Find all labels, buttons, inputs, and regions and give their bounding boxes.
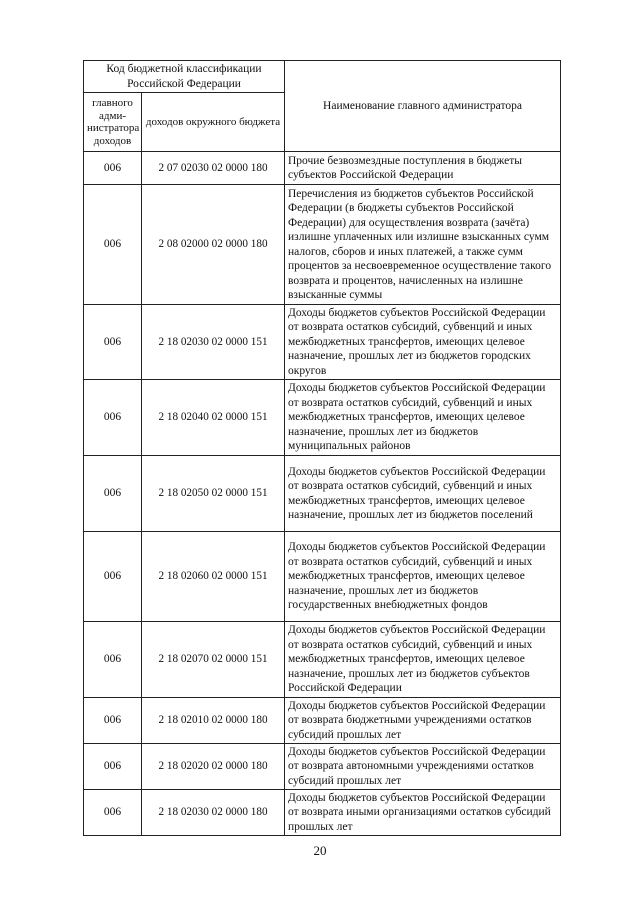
table-row xyxy=(84,305,561,380)
admin-code-cell: 006 xyxy=(84,380,142,456)
admin-name-cell: Доходы бюджетов субъектов Российской Федерации от возврата остатков субсидий, субвенций и иных межбюджетных трансфертов, имеющих целевое назначение, прошлых лет из бюджетов поселений xyxy=(285,456,561,532)
table-row xyxy=(84,698,561,744)
admin-name-cell: Доходы бюджетов субъектов Российской Федерации от возврата автономными учреждениями остатков субсидий прошлых лет xyxy=(285,744,561,790)
admin-name-cell: Доходы бюджетов субъектов Российской Федерации от возврата бюджетными учреждениями остатков субсидий прошлых лет xyxy=(285,698,561,744)
admin-name-cell: Доходы бюджетов субъектов Российской Федерации от возврата остатков субсидий, субвенций и иных межбюджетных трансфертов, имеющих целевое назначение, прошлых лет из бюджетов государственных внебюджетных фондов xyxy=(285,532,561,622)
revenue-code-cell: 2 18 02040 02 0000 151 xyxy=(142,380,285,456)
admin-code-cell: 006 xyxy=(84,698,142,744)
admin-code-cell: 006 xyxy=(84,790,142,836)
table-row xyxy=(84,380,561,456)
table-row xyxy=(84,185,561,305)
admin-code-cell: 006 xyxy=(84,185,142,305)
header-admin-name: Наименование главного администратора xyxy=(285,61,561,152)
header-revenue-code: доходов окружного бюджета xyxy=(142,93,285,152)
revenue-code-cell: 2 18 02010 02 0000 180 xyxy=(142,698,285,744)
header-admin-code: главного адми-нистратора доходов xyxy=(84,93,142,152)
budget-classification-table xyxy=(83,60,561,836)
admin-name-cell: Доходы бюджетов субъектов Российской Федерации от возврата остатков субсидий, субвенций и иных межбюджетных трансфертов, имеющих целевое назначение, прошлых лет из бюджетов городских округов xyxy=(285,305,561,380)
table-row xyxy=(84,152,561,185)
admin-code-cell: 006 xyxy=(84,305,142,380)
revenue-code-cell: 2 07 02030 02 0000 180 xyxy=(142,152,285,185)
admin-code-cell: 006 xyxy=(84,456,142,532)
admin-name-cell: Доходы бюджетов субъектов Российской Федерации от возврата остатков субсидий, субвенций и иных межбюджетных трансфертов, имеющих целевое назначение, прошлых лет из бюджетов муниципальных районов xyxy=(285,380,561,456)
revenue-code-cell: 2 08 02000 02 0000 180 xyxy=(142,185,285,305)
header-budget-code: Код бюджетной классификации Российской Федерации xyxy=(84,61,285,93)
admin-code-cell: 006 xyxy=(84,744,142,790)
admin-code-cell: 006 xyxy=(84,532,142,622)
admin-name-cell: Доходы бюджетов субъектов Российской Федерации от возврата иными организациями остатков субсидий прошлых лет xyxy=(285,790,561,836)
revenue-code-cell: 2 18 02030 02 0000 151 xyxy=(142,305,285,380)
admin-name-cell: Доходы бюджетов субъектов Российской Федерации от возврата остатков субсидий, субвенций и иных межбюджетных трансфертов, имеющих целевое назначение, прошлых лет из бюджетов субъектов Российской Федерации xyxy=(285,622,561,698)
table-row xyxy=(84,790,561,836)
admin-code-cell: 006 xyxy=(84,622,142,698)
revenue-code-cell: 2 18 02030 02 0000 180 xyxy=(142,790,285,836)
revenue-code-cell: 2 18 02020 02 0000 180 xyxy=(142,744,285,790)
table-row xyxy=(84,532,561,622)
table-row xyxy=(84,456,561,532)
revenue-code-cell: 2 18 02060 02 0000 151 xyxy=(142,532,285,622)
admin-name-cell: Прочие безвозмездные поступления в бюджеты субъектов Российской Федерации xyxy=(285,152,561,185)
table-row xyxy=(84,622,561,698)
revenue-code-cell: 2 18 02070 02 0000 151 xyxy=(142,622,285,698)
page-number: 20 xyxy=(313,843,327,858)
admin-code-cell: 006 xyxy=(84,152,142,185)
admin-name-cell: Перечисления из бюджетов субъектов Российской Федерации (в бюджеты субъектов Российской Федерации) для осуществления возврата (зачёта) излишне уплаченных или излишне взысканных сумм налогов, сборов и иных платежей, а также сумм процентов за несвоевременное осуществление такого возврата и процентов, начисленных на излишне взысканные суммы xyxy=(285,185,561,305)
table-row xyxy=(84,744,561,790)
revenue-code-cell: 2 18 02050 02 0000 151 xyxy=(142,456,285,532)
